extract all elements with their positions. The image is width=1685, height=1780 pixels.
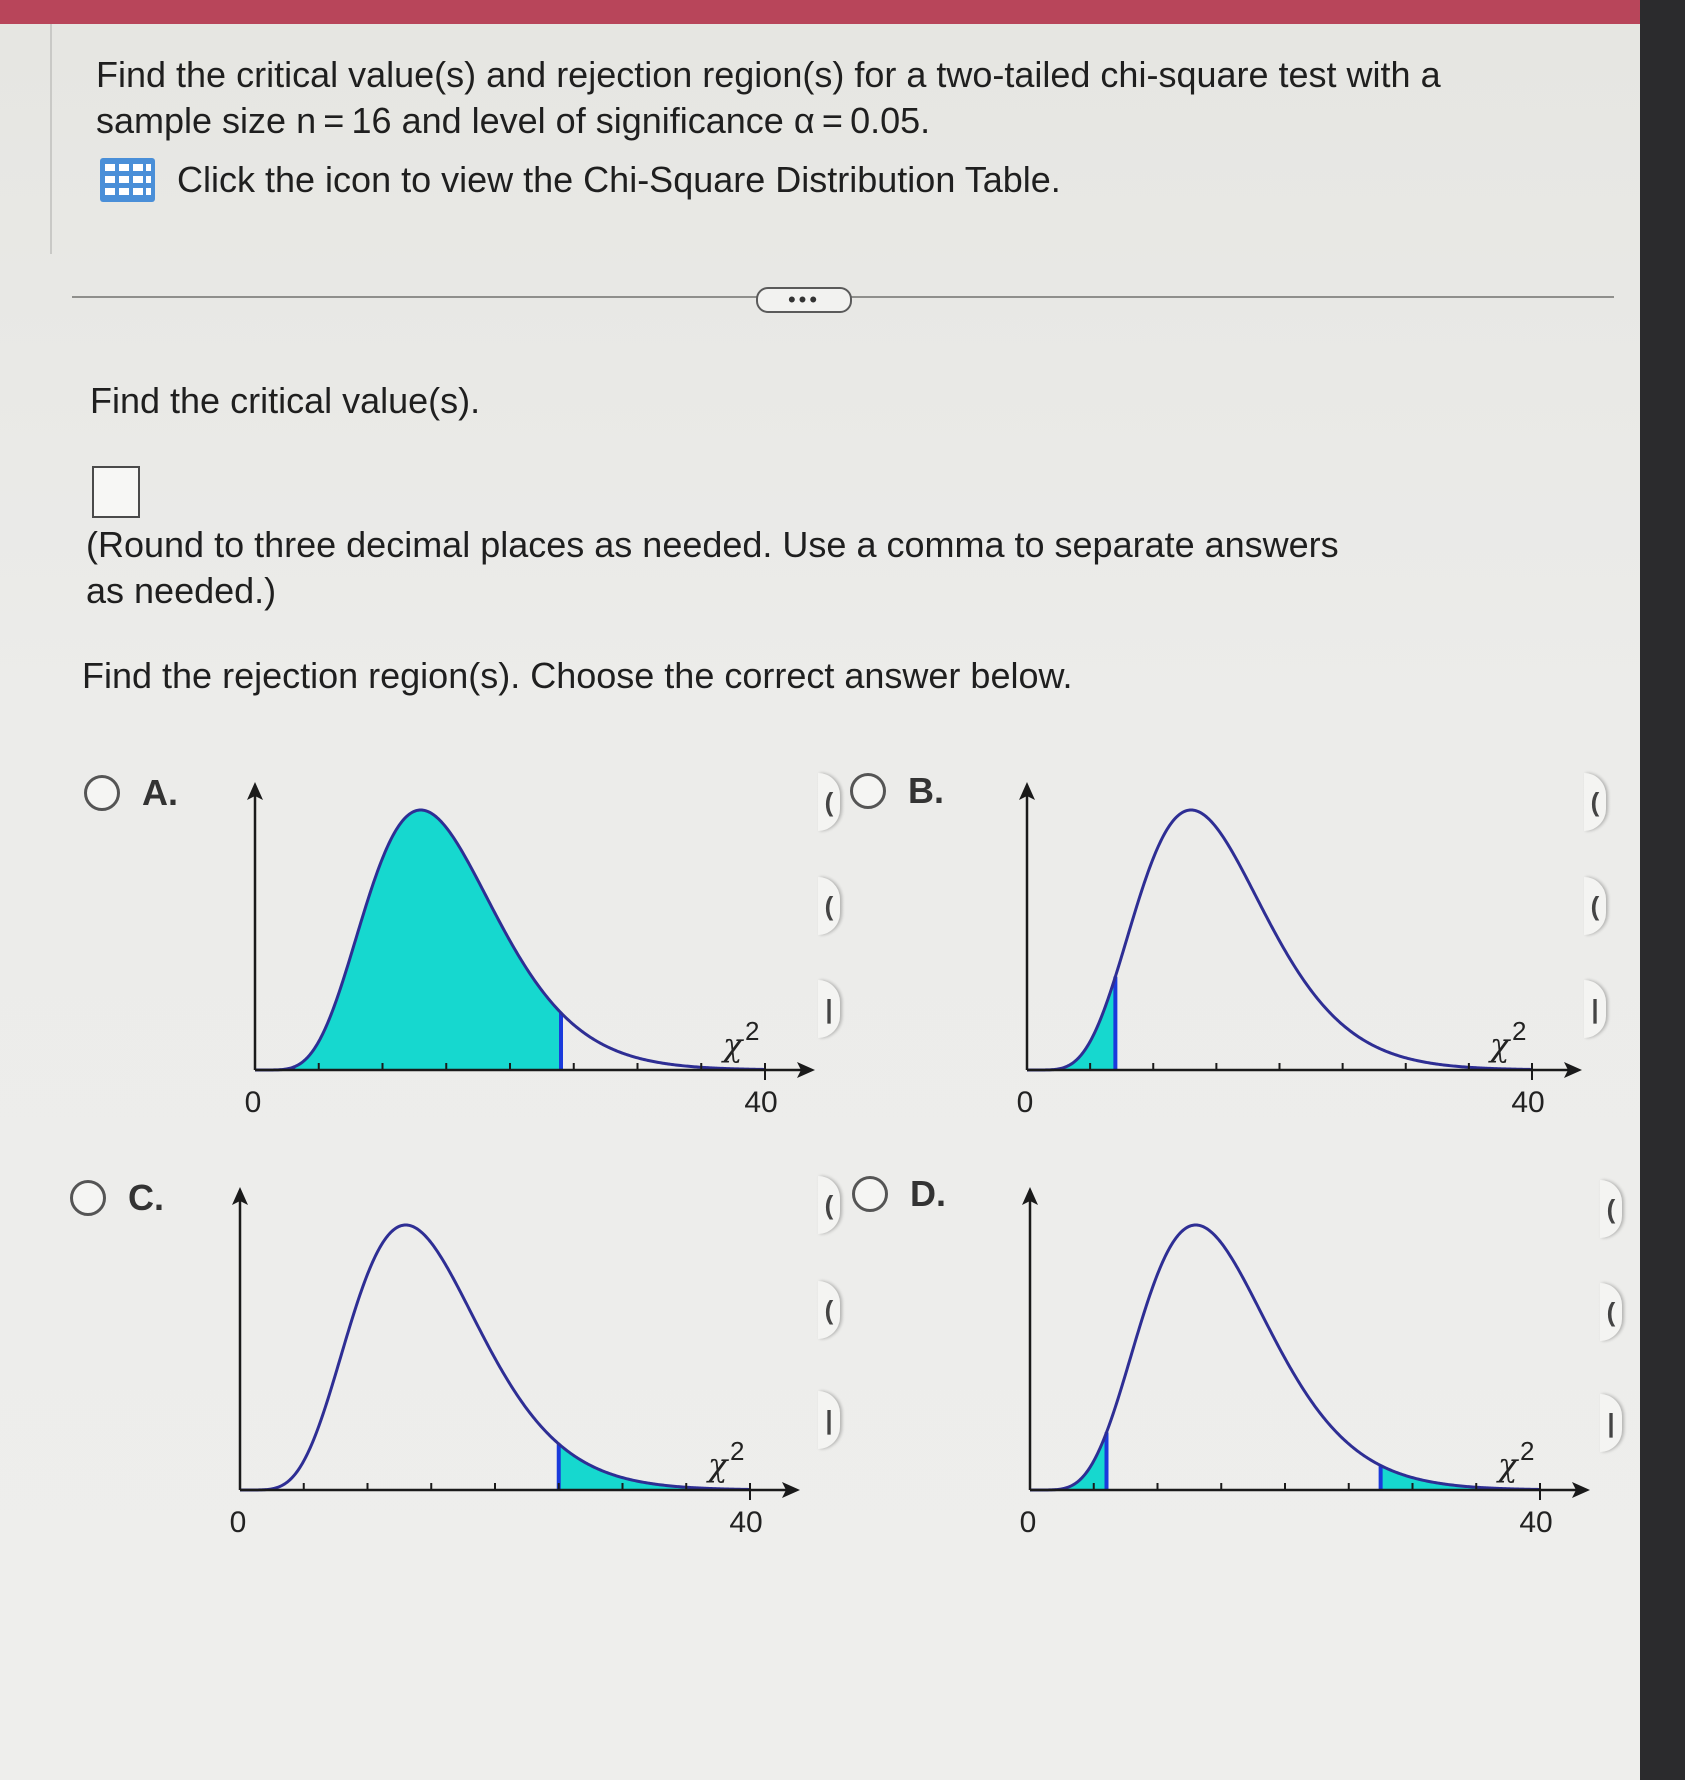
option-c-label: C. [128, 1177, 164, 1218]
x-axis-label: χ [723, 1026, 743, 1064]
radio-circle-icon[interactable] [84, 775, 120, 811]
enlarge-tab[interactable]: ( [818, 1281, 840, 1339]
rounding-hint [86, 522, 1446, 614]
x-max-label: 40 [729, 1506, 763, 1539]
rounding-hint-line-1: (Round to three decimal places as needed. Use a comma to separate answers [86, 524, 1339, 565]
table-link-text[interactable]: Click the icon to view the Chi-Square Distribution Table. [177, 159, 1061, 200]
x-axis-exponent: 2 [745, 1016, 760, 1046]
table-icon[interactable] [100, 158, 155, 202]
x-max-label: 40 [1511, 1086, 1545, 1119]
x-min-label: 0 [1016, 1086, 1034, 1119]
radio-circle-icon[interactable] [852, 1176, 888, 1212]
option-b-label: B. [908, 770, 944, 811]
rounding-hint-line-2: as needed.) [86, 570, 277, 611]
left-rule [50, 24, 52, 254]
screen-edge [1640, 0, 1685, 1780]
option-b-radio[interactable] [850, 770, 944, 812]
question-line-2: sample size n = 16 and level of significance α = 0.05. [96, 100, 931, 141]
enlarge-tab[interactable]: | [818, 980, 840, 1038]
option-d-radio[interactable] [852, 1173, 946, 1215]
x-axis-exponent: 2 [1520, 1436, 1535, 1466]
x-min-label: 0 [229, 1506, 247, 1539]
radio-circle-icon[interactable] [850, 773, 886, 809]
question-text [96, 52, 1536, 144]
enlarge-tab[interactable]: ( [1584, 773, 1606, 831]
chart-option-b [1002, 770, 1592, 1120]
x-axis-exponent: 2 [1512, 1016, 1527, 1046]
enlarge-tab[interactable]: | [1584, 980, 1606, 1038]
x-axis-exponent: 2 [730, 1436, 745, 1466]
chi-square-table-link[interactable] [100, 158, 1061, 202]
x-max-label: 40 [1519, 1506, 1553, 1539]
expand-more-button[interactable]: ••• [756, 287, 852, 313]
enlarge-tab[interactable]: ( [1600, 1283, 1622, 1341]
option-a-label: A. [142, 772, 178, 813]
enlarge-tab[interactable]: ( [818, 1176, 840, 1234]
option-d-label: D. [910, 1173, 946, 1214]
x-min-label: 0 [244, 1086, 262, 1119]
x-max-label: 40 [744, 1086, 778, 1119]
chart-option-c [215, 1175, 805, 1545]
critical-value-prompt: Find the critical value(s). [90, 380, 481, 421]
chart-option-a [230, 770, 820, 1120]
rejection-area-0 [1027, 977, 1115, 1070]
enlarge-tab[interactable]: ( [1584, 877, 1606, 935]
x-min-label: 0 [1019, 1506, 1037, 1539]
rejection-region-prompt: Find the rejection region(s). Choose the correct answer below. [82, 655, 1073, 696]
top-accent-bar [0, 0, 1640, 24]
x-axis-label: χ [708, 1446, 728, 1484]
critical-value-input[interactable] [92, 466, 140, 518]
rejection-area-0 [293, 810, 561, 1070]
enlarge-tab[interactable]: ( [818, 773, 840, 831]
question-line-1: Find the critical value(s) and rejection region(s) for a two-tailed chi-square test with a [96, 54, 1441, 95]
enlarge-tab[interactable]: | [1600, 1394, 1622, 1452]
density-curve [240, 1225, 750, 1490]
option-a-radio[interactable] [84, 772, 178, 814]
enlarge-tab[interactable]: | [818, 1391, 840, 1449]
x-axis-label: χ [1490, 1026, 1510, 1064]
enlarge-tab[interactable]: ( [1600, 1180, 1622, 1238]
option-c-radio[interactable] [70, 1177, 164, 1219]
enlarge-tab[interactable]: ( [818, 877, 840, 935]
x-axis-label: χ [1498, 1446, 1518, 1484]
radio-circle-icon[interactable] [70, 1180, 106, 1216]
chart-option-d [1005, 1175, 1595, 1545]
